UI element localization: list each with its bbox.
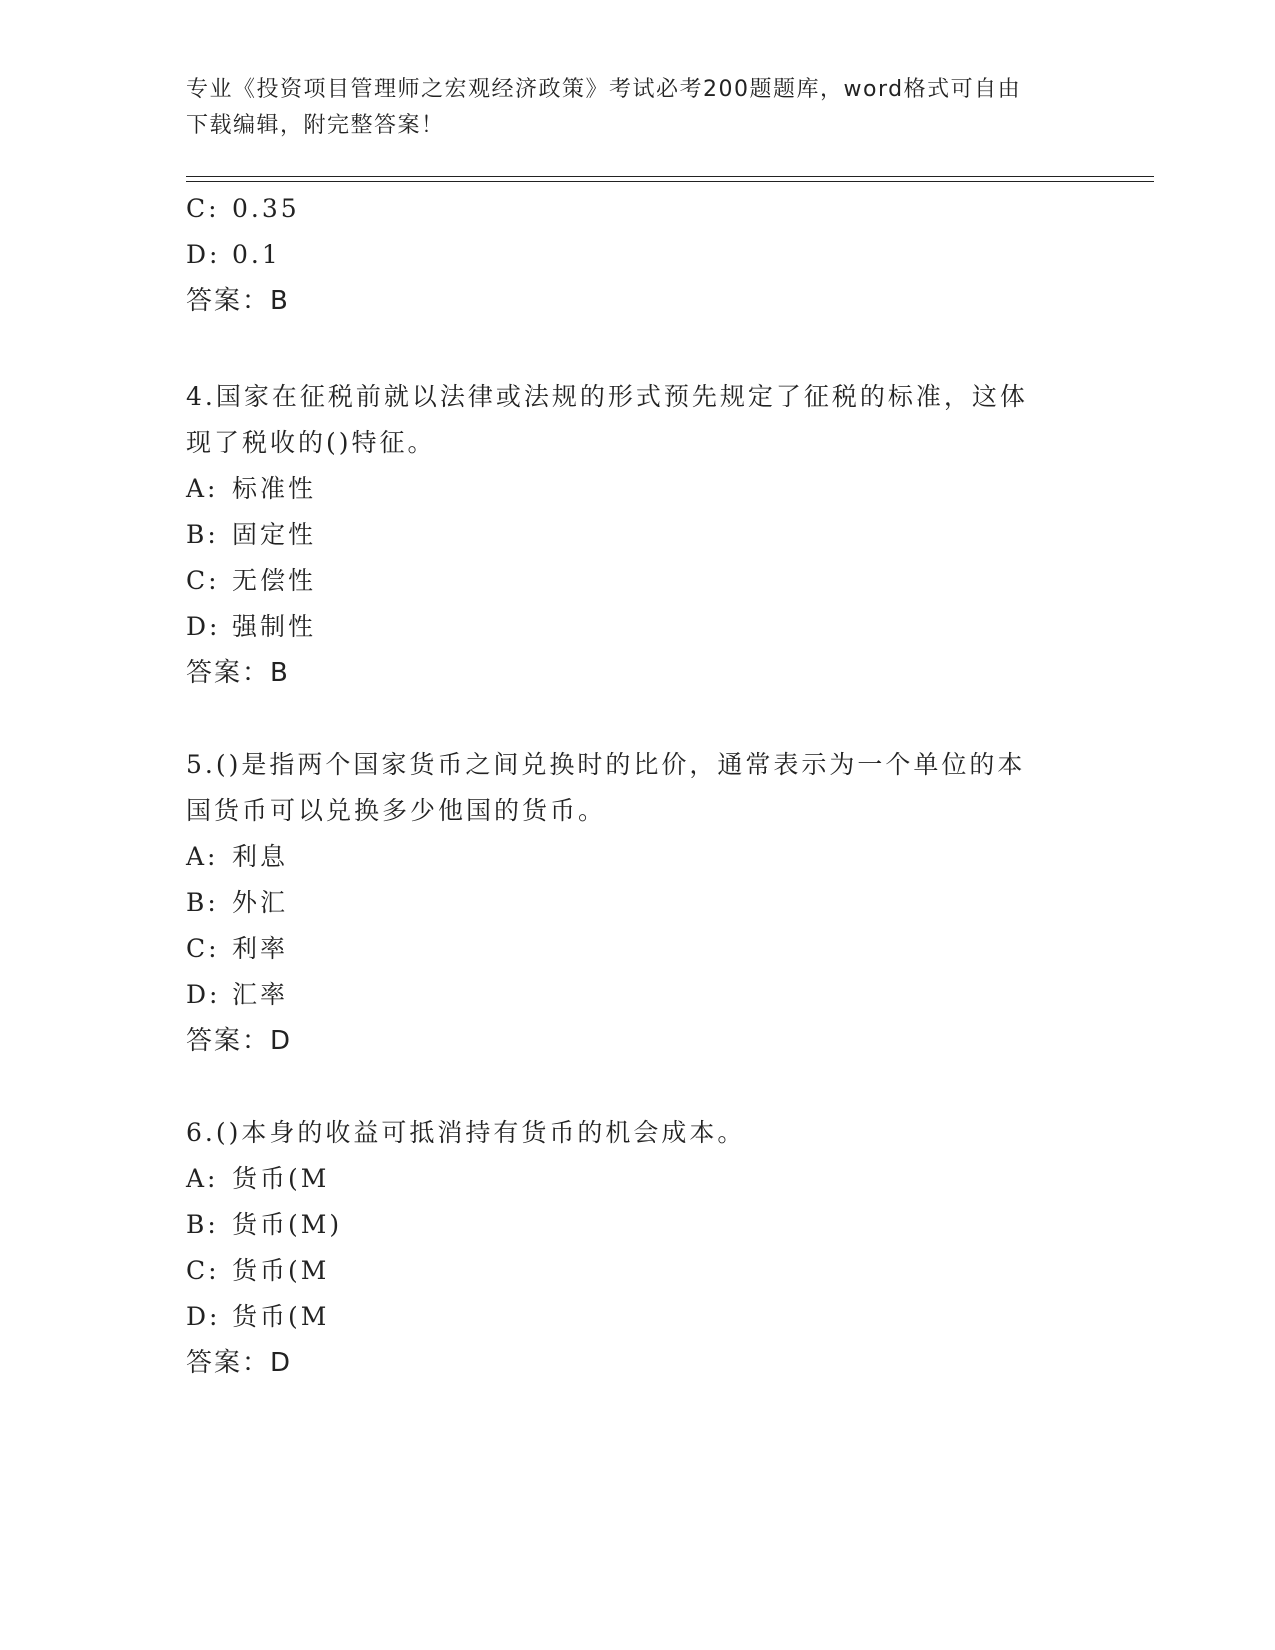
option-a xyxy=(186,834,1086,880)
option-label: B: xyxy=(186,888,219,917)
option-text: 0.35 xyxy=(232,194,300,223)
option-b xyxy=(186,512,1086,558)
option-text: 外汇 xyxy=(232,888,289,917)
option-c xyxy=(186,186,1086,232)
option-d xyxy=(186,232,1086,278)
option-text: 货币(M xyxy=(232,1302,330,1331)
question-4 xyxy=(186,374,1086,696)
option-label: C: xyxy=(186,194,220,223)
option-label: A: xyxy=(186,474,219,503)
option-text: 强制性 xyxy=(232,612,317,641)
option-text: 汇率 xyxy=(232,980,289,1009)
question-5 xyxy=(186,742,1086,1064)
option-label: D: xyxy=(186,980,221,1009)
option-text: 货币(M xyxy=(232,1256,330,1285)
option-label: A: xyxy=(186,842,219,871)
option-label: C: xyxy=(186,1256,220,1285)
question-6 xyxy=(186,1110,1086,1386)
option-label: C: xyxy=(186,566,220,595)
option-text: 0.1 xyxy=(232,240,281,269)
option-text: 标准性 xyxy=(232,474,317,503)
question-stem-line-2: 现了税收的()特征。 xyxy=(186,428,436,457)
option-a xyxy=(186,1156,1086,1202)
option-label: C: xyxy=(186,934,220,963)
option-b xyxy=(186,880,1086,926)
option-text: 利息 xyxy=(232,842,289,871)
option-label: D: xyxy=(186,1302,221,1331)
option-text: 固定性 xyxy=(232,520,317,549)
document-header xyxy=(186,72,1086,144)
option-a xyxy=(186,466,1086,512)
option-d xyxy=(186,972,1086,1018)
option-c xyxy=(186,1248,1086,1294)
option-d xyxy=(186,604,1086,650)
option-text: 利率 xyxy=(232,934,289,963)
option-c xyxy=(186,558,1086,604)
answer-line: 答案：B xyxy=(186,658,290,688)
question-stem-line-2: 国货币可以兑换多少他国的货币。 xyxy=(186,796,607,825)
option-label: D: xyxy=(186,612,221,641)
answer-line: 答案：D xyxy=(186,1026,293,1056)
option-text: 无偿性 xyxy=(232,566,317,595)
option-label: A: xyxy=(186,1164,219,1193)
question-stem xyxy=(186,742,1066,834)
option-b xyxy=(186,1202,1086,1248)
option-d xyxy=(186,1294,1086,1340)
option-text: 货币(M xyxy=(232,1164,330,1193)
header-divider-top xyxy=(186,176,1154,177)
option-label: D: xyxy=(186,240,221,269)
option-c xyxy=(186,926,1086,972)
header-title-line-2: 下载编辑，附完整答案！ xyxy=(186,113,445,138)
header-title-line-1: 专业《投资项目管理师之宏观经济政策》考试必考200题题库，word格式可自由 xyxy=(186,77,1022,102)
option-label: B: xyxy=(186,1210,219,1239)
question-stem xyxy=(186,1110,1066,1156)
question-stem xyxy=(186,374,1066,466)
header-divider-bottom xyxy=(186,181,1154,182)
question-stem-line-1: 5.()是指两个国家货币之间兑换时的比价，通常表示为一个单位的本 xyxy=(186,750,1026,779)
answer-line: 答案：D xyxy=(186,1348,293,1378)
question-stem-line-1: 4.国家在征税前就以法律或法规的形式预先规定了征税的标准，这体 xyxy=(186,382,1028,411)
question-3-tail xyxy=(186,186,1086,324)
question-stem-line-1: 6.()本身的收益可抵消持有货币的机会成本。 xyxy=(186,1118,746,1147)
option-label: B: xyxy=(186,520,219,549)
answer-line: 答案：B xyxy=(186,286,290,316)
option-text: 货币(M) xyxy=(232,1210,343,1239)
